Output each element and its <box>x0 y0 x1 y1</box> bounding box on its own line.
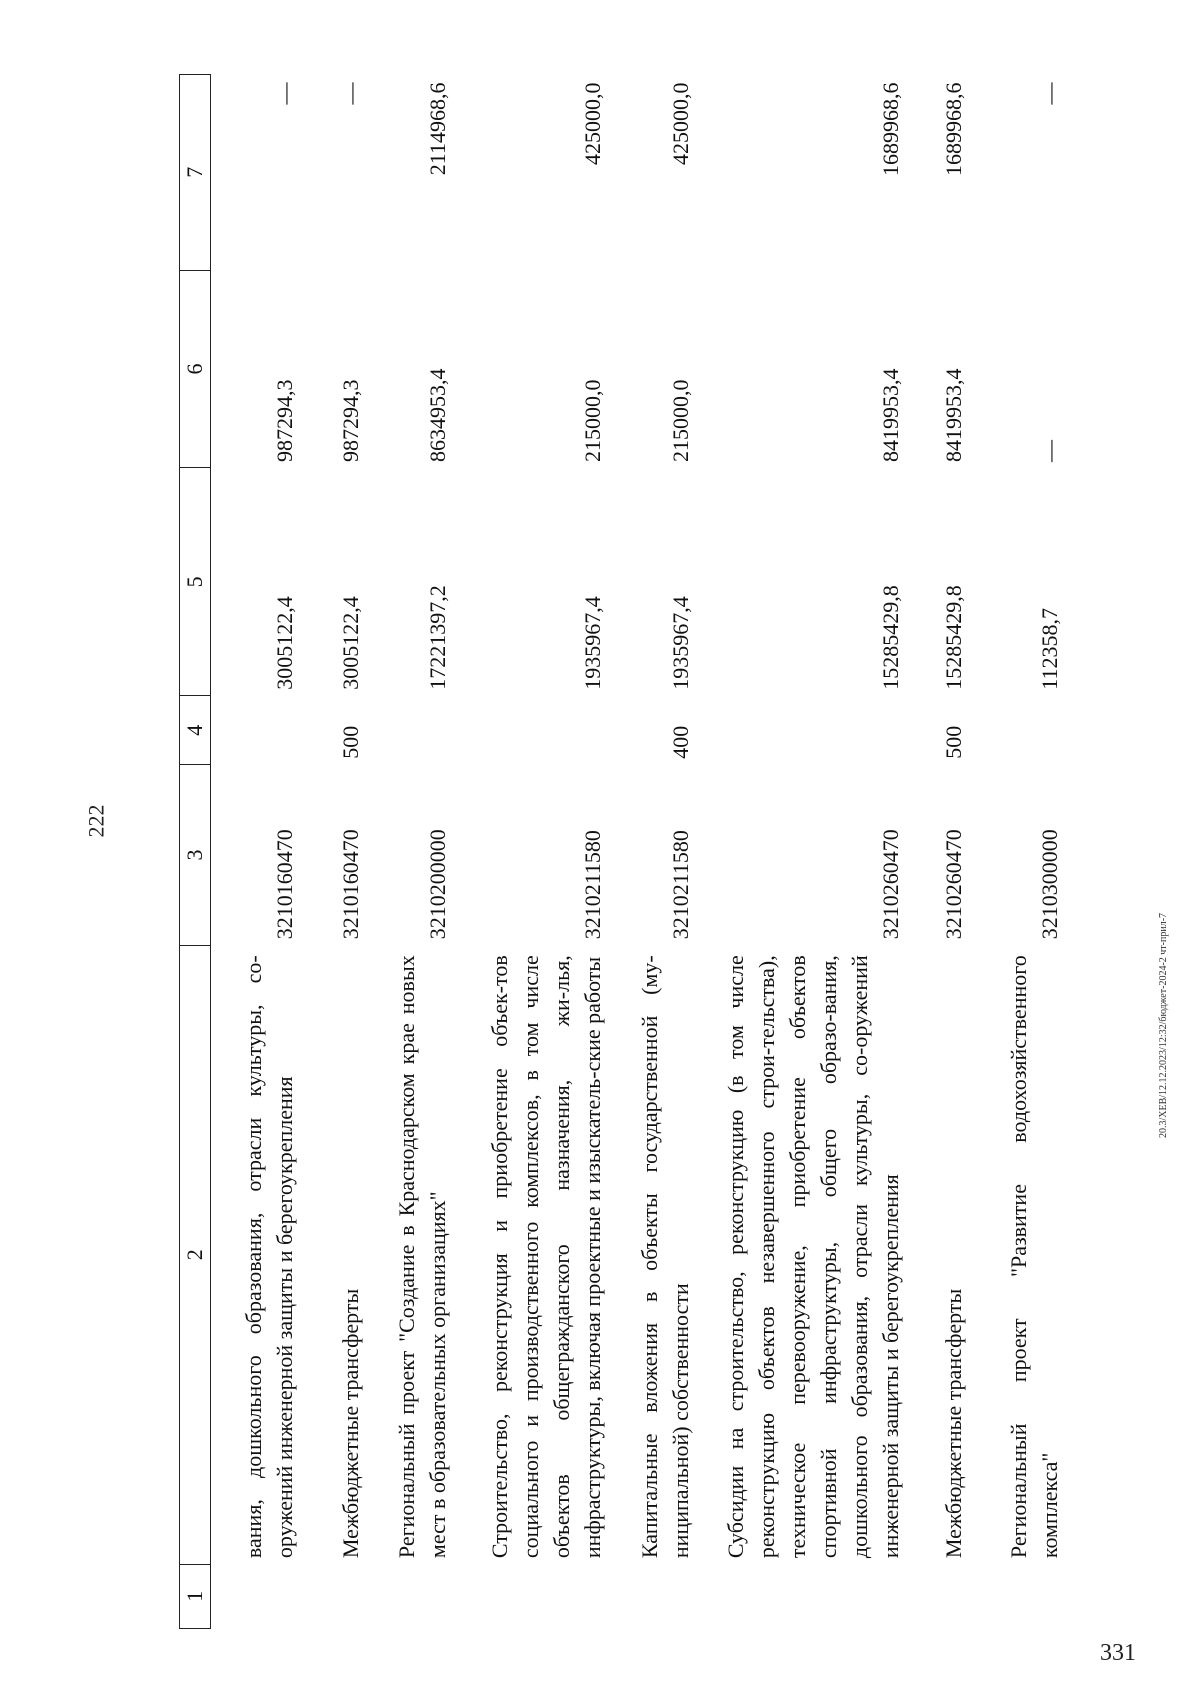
table-row <box>471 75 626 1629</box>
page-number-bottom: 331 <box>1100 1640 1136 1666</box>
row-type <box>384 696 471 765</box>
row-description: Субсидии на строительство, реконструкцию (в том числе реконструкцию объектов незавершенного строи-тельства), техническое перевооружение, приобретение объектов спортивной инфраструктуры, общего образо-вания, дошкольного образования, отрасли культуры, со-оружений инженерной защиты и берегоукрепления <box>722 955 903 1559</box>
budget-table <box>179 74 1083 1629</box>
row-description: Строительство, реконструкция и приобретение объек-тов социального и производственного комплексов, в том числе объектов общегражданского назначения, жи-лья, инфраструктуры, включая проектные и изыскатель-ские работы <box>486 955 605 1559</box>
row-amount-6: 987294,3 <box>271 379 297 462</box>
row-number <box>384 1564 471 1628</box>
row-amount-5: 15285429,8 <box>940 585 966 690</box>
page-number-top: 222 <box>83 804 109 838</box>
row-amount-5: 3005122,4 <box>271 596 297 690</box>
row-amount-5: 3005122,4 <box>337 596 363 690</box>
row-type: 500 <box>337 725 363 759</box>
table-row <box>211 75 318 1629</box>
row-number <box>714 1564 924 1628</box>
row-amount-6: 8419953,4 <box>877 368 903 462</box>
row-amount-7: — <box>1036 82 1062 105</box>
row-number <box>471 1564 626 1628</box>
row-amount-7: 425000,0 <box>667 82 693 165</box>
row-amount-5: 1935967,4 <box>579 596 605 690</box>
row-description: Межбюджетные трансферты <box>337 1288 363 1559</box>
row-amount-7: 1689968,6 <box>877 82 903 176</box>
row-number <box>626 1564 714 1628</box>
row-description: Капитальные вложения в объекты государственной (му-ниципальной) собственности <box>636 955 693 1559</box>
table-row <box>318 75 384 1629</box>
table-row <box>987 75 1083 1629</box>
row-description: Региональный проект "Развитие водохозяйственного комплекса" <box>1005 955 1062 1559</box>
row-amount-7: — <box>271 82 297 105</box>
col-header-7: 7 <box>180 75 211 271</box>
col-header-5: 5 <box>180 468 211 696</box>
row-type <box>714 696 924 765</box>
row-amount-6: 8419953,4 <box>940 368 966 462</box>
row-type <box>987 696 1083 765</box>
row-amount-6: 987294,3 <box>337 379 363 462</box>
col-header-2: 2 <box>180 945 211 1564</box>
col-header-6: 6 <box>180 270 211 468</box>
row-type: 400 <box>667 725 693 759</box>
row-amount-5: 15285429,8 <box>877 585 903 690</box>
table-row <box>384 75 471 1629</box>
row-code: 3210300000 <box>1036 829 1062 940</box>
row-type <box>471 696 626 765</box>
row-number <box>924 1564 987 1628</box>
row-code: 3210260470 <box>940 829 966 940</box>
row-code: 3210260470 <box>877 829 903 940</box>
row-amount-7: 425000,0 <box>579 82 605 165</box>
row-number <box>211 1564 318 1628</box>
row-number <box>318 1564 384 1628</box>
row-amount-7: 2114968,6 <box>424 82 450 176</box>
row-code: 3210200000 <box>424 829 450 940</box>
col-header-4: 4 <box>180 696 211 765</box>
table-header-row <box>180 75 211 1629</box>
row-amount-6: 215000,0 <box>667 379 693 462</box>
row-code: 3210160470 <box>271 829 297 940</box>
col-header-3: 3 <box>180 765 211 946</box>
row-code: 3210211580 <box>579 830 605 940</box>
document-stamp: 20.3/XEB/12.12.2023/12:32/бюджет-2024-2 чт-прил-7 <box>1158 912 1169 1138</box>
row-description: Межбюджетные трансферты <box>940 1288 966 1559</box>
row-amount-5: 1935967,4 <box>667 596 693 690</box>
row-amount-5: 17221397,2 <box>424 585 450 690</box>
row-number <box>987 1564 1083 1628</box>
row-type: 500 <box>940 725 966 759</box>
table-row <box>714 75 924 1629</box>
row-type <box>211 696 318 765</box>
row-amount-5: 112358,7 <box>1036 608 1062 690</box>
row-code: 3210160470 <box>337 829 363 940</box>
row-amount-6: — <box>1036 439 1062 462</box>
row-amount-6: 215000,0 <box>579 379 605 462</box>
col-header-1: 1 <box>180 1564 211 1628</box>
table-row <box>924 75 987 1629</box>
row-amount-7: — <box>337 82 363 105</box>
row-amount-6: 8634953,4 <box>424 368 450 462</box>
budget-table-container <box>179 74 1062 1629</box>
table-row <box>626 75 714 1629</box>
row-description: Региональный проект "Создание в Краснодарском крае новых мест в образовательных организациях" <box>393 955 450 1559</box>
row-description: вания, дошкольного образования, отрасли культуры, со-оружений инженерной защиты и берегоукрепления <box>240 955 297 1559</box>
row-amount-7: 1689968,6 <box>940 82 966 176</box>
row-code: 3210211580 <box>667 830 693 940</box>
